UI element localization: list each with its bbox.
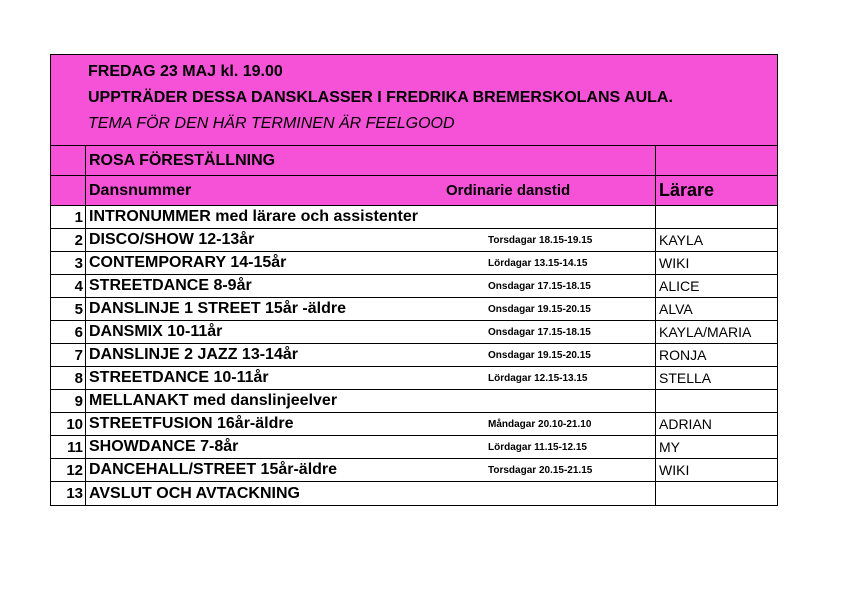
ordinary-dance-time: Onsdagar 19.15-20.15 xyxy=(484,298,656,320)
row-number: 8 xyxy=(51,367,86,389)
event-date: FREDAG 23 MAJ kl. 19.00 xyxy=(88,62,283,80)
dance-number-name: DISCO/SHOW 12-13år xyxy=(89,231,255,248)
teacher-name: STELLA xyxy=(659,370,712,386)
teacher-name: RONJA xyxy=(659,347,707,363)
table-row xyxy=(51,206,777,229)
ordinary-dance-time: Onsdagar 19.15-20.15 xyxy=(484,344,656,366)
empty-num-cell xyxy=(51,176,86,205)
column-header-time: Ordinarie danstid xyxy=(446,176,656,205)
table-row xyxy=(51,321,777,344)
teacher-name: WIKI xyxy=(659,255,690,271)
ordinary-dance-time: Lördagar 12.15-13.15 xyxy=(484,367,656,389)
teacher-name xyxy=(656,206,777,228)
dance-number-name: STREETDANCE 10-11år xyxy=(89,369,269,386)
ordinary-dance-time: Måndagar 20.10-21.10 xyxy=(484,413,656,435)
show-title-row xyxy=(51,146,777,176)
empty-time-cell xyxy=(484,146,656,175)
table-row xyxy=(51,413,777,436)
dance-number-name: CONTEMPORARY 14-15år xyxy=(89,254,287,271)
teacher-name xyxy=(656,390,777,412)
row-number: 9 xyxy=(51,390,86,412)
show-title: ROSA FÖRESTÄLLNING xyxy=(89,151,276,169)
teacher-name: WIKI xyxy=(659,462,690,478)
dance-number-name: AVSLUT OCH AVTACKNING xyxy=(89,484,300,502)
empty-num-cell xyxy=(51,146,86,175)
event-theme: TEMA FÖR DEN HÄR TERMINEN ÄR FEELGOOD xyxy=(88,115,455,132)
teacher-name: KAYLA xyxy=(659,232,704,248)
table-row xyxy=(51,252,777,275)
ordinary-dance-time xyxy=(484,390,656,412)
column-header-row xyxy=(51,176,777,206)
ordinary-dance-time: Onsdagar 17.15-18.15 xyxy=(484,321,656,343)
table-row xyxy=(51,390,777,413)
dance-number-name: DANSLINJE 2 JAZZ 13-14år xyxy=(89,346,298,363)
teacher-name: KAYLA/MARIA xyxy=(659,324,752,340)
table-row xyxy=(51,298,777,321)
row-number: 5 xyxy=(51,298,86,320)
ordinary-dance-time xyxy=(484,206,656,228)
event-header xyxy=(51,55,777,146)
row-number: 13 xyxy=(51,482,86,505)
event-location: UPPTRÄDER DESSA DANSKLASSER I FREDRIKA BREMERSKOLANS AULA. xyxy=(88,88,673,106)
row-number: 1 xyxy=(51,206,86,228)
teacher-name: ALICE xyxy=(659,278,700,294)
dance-number-name: STREETFUSION 16år-äldre xyxy=(89,415,294,432)
ordinary-dance-time: Onsdagar 17.15-18.15 xyxy=(484,275,656,297)
table-row xyxy=(51,344,777,367)
row-number: 2 xyxy=(51,229,86,251)
row-number: 3 xyxy=(51,252,86,274)
row-number: 10 xyxy=(51,413,86,435)
table-row xyxy=(51,482,777,505)
table-row xyxy=(51,229,777,252)
dance-number-name: INTRONUMMER med lärare och assistenter xyxy=(89,208,418,225)
dance-number-name: DANSMIX 10-11år xyxy=(89,323,223,340)
dance-number-name: SHOWDANCE 7-8år xyxy=(89,438,239,455)
ordinary-dance-time: Lördagar 11.15-12.15 xyxy=(484,436,656,458)
dance-number-name: DANCEHALL/STREET 15år-äldre xyxy=(89,461,338,478)
table-row xyxy=(51,275,777,298)
row-number: 7 xyxy=(51,344,86,366)
dance-number-name: DANSLINJE 1 STREET 15år -äldre xyxy=(89,300,346,317)
row-number: 6 xyxy=(51,321,86,343)
dance-number-name: STREETDANCE 8-9år xyxy=(89,277,252,294)
ordinary-dance-time: Torsdagar 18.15-19.15 xyxy=(484,229,656,251)
teacher-name xyxy=(656,482,777,505)
row-number: 4 xyxy=(51,275,86,297)
ordinary-dance-time xyxy=(484,482,656,505)
teacher-name: MY xyxy=(659,439,680,455)
table-row xyxy=(51,367,777,390)
column-header-name: Dansnummer xyxy=(89,181,192,199)
table-row xyxy=(51,436,777,459)
dance-number-name: MELLANAKT med danslinjeelver xyxy=(89,392,338,409)
empty-teacher-cell xyxy=(656,146,777,175)
table-row xyxy=(51,459,777,482)
program-rows xyxy=(51,206,777,505)
teacher-name: ADRIAN xyxy=(659,416,712,432)
ordinary-dance-time: Lördagar 13.15-14.15 xyxy=(484,252,656,274)
program-table xyxy=(50,54,778,506)
ordinary-dance-time: Torsdagar 20.15-21.15 xyxy=(484,459,656,481)
row-number: 11 xyxy=(51,436,86,458)
teacher-name: ALVA xyxy=(659,301,693,317)
column-header-teacher: Lärare xyxy=(659,180,715,200)
row-number: 12 xyxy=(51,459,86,481)
